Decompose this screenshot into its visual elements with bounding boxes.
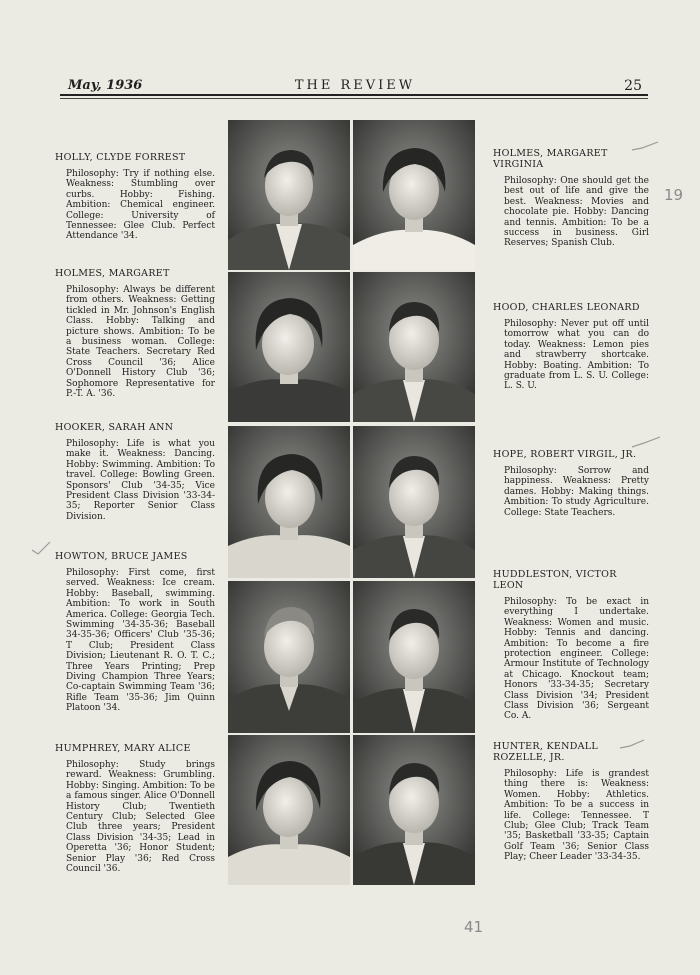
- pencil-check-icon: [30, 540, 52, 556]
- portrait-hooker: [228, 426, 350, 578]
- portrait-holly: [228, 120, 350, 270]
- student-entry-hunter: [493, 741, 649, 863]
- handwritten-margin-number: 19: [664, 186, 684, 204]
- student-name: HOLMES, MARGARET VIRGINIA: [493, 148, 608, 170]
- pencil-check-icon: [618, 738, 646, 752]
- student-bio: Philosophy: Life is grandest thing there is: Weakness: Women. Hobby: Athletics. Ambition: To be a success in life. College: Tennessee. T Club; Glee Club; Track Team '35; Basketball '33-35; Captain Golf Team '36; Senior Class Play; Cheer Leader '33-34-35.: [504, 769, 649, 863]
- student-entry-hope: [493, 449, 649, 518]
- student-entry-holmes-margaret: [55, 268, 215, 399]
- header-rule-thick: [60, 94, 648, 96]
- student-name: HUMPHREY, MARY ALICE: [55, 743, 191, 754]
- student-entry-hooker: [55, 422, 215, 522]
- student-bio: Philosophy: Life is what you make it. Weakness: Dancing. Hobby: Swimming. Ambition: To travel. College: Bowling Green. Sponsors' Club '34-35; Vice President Class Division '33-34-35; Reporter Senior Class Division.: [66, 439, 215, 522]
- student-bio: Philosophy: Try if nothing else. Weakness: Stumbling over curbs. Hobby: Fishing. Ambition: Chemical engineer. College: University of Tennessee: Glee Club. Perfect Attendance '34.: [66, 169, 215, 242]
- portrait-howton: [228, 581, 350, 733]
- portrait-huddleston: [353, 581, 475, 733]
- student-entry-holmes-margaret-virginia: [493, 148, 649, 249]
- issue-date: May, 1936: [68, 78, 143, 93]
- student-bio: Philosophy: Never put off until tomorrow what you can do today. Weakness: Lemon pies and strawberry shortcake. Hobby: Boating. Ambition: To graduate from L. S. U. College: L. S. U.: [504, 319, 649, 392]
- handwritten-bottom-number: 41: [464, 918, 484, 936]
- student-name: HOWTON, BRUCE JAMES: [55, 551, 188, 562]
- student-name: HOPE, ROBERT VIRGIL, JR.: [493, 449, 637, 460]
- portrait-humphrey: [228, 735, 350, 885]
- student-bio: Philosophy: To be exact in everything I undertake. Weakness: Women and music. Hobby: Tennis and dancing. Ambition: To become a fire protection engineer. College: Armour Institute of Technology at Chicago. Knockout team; Honors '33-34-35; Secretary Class Division '34; President Class Division '36; Sergeant Co. A.: [504, 597, 649, 722]
- portrait-holmes-margaret: [228, 272, 350, 422]
- student-bio: Philosophy: One should get the best out of life and give the best. Weakness: Movies and chocolate pie. Hobby: Dancing and tennis. Ambition: To be a success in business. Girl Reserves; Spanish Club.: [504, 176, 649, 249]
- student-name: HUDDLESTON, VICTOR LEON: [493, 569, 617, 591]
- pencil-check-icon: [630, 435, 662, 449]
- portrait-hope: [353, 426, 475, 578]
- pencil-check-icon: [630, 140, 660, 154]
- student-entry-huddleston: [493, 569, 649, 722]
- student-entry-hood: [493, 302, 649, 392]
- publication-title: THE REVIEW: [294, 78, 416, 93]
- student-bio: Philosophy: Sorrow and happiness. Weakness: Pretty dames. Hobby: Making things. Ambition: To study Agriculture. College: State Teachers.: [504, 466, 649, 518]
- header-rule-thin: [60, 98, 648, 99]
- student-name: HOOD, CHARLES LEONARD: [493, 302, 640, 313]
- student-bio: Philosophy: Always be different from others. Weakness: Getting tickled in Mr. Johnson's English Class. Hobby: Talking and picture shows. Ambition: To be a business woman. College: State Teachers. Secretary Red Cross Council '36; Alice O'Donnell History Club '36; Sophomore Representative for P.-T. A. '36.: [66, 285, 215, 400]
- page-number: 25: [624, 78, 642, 94]
- student-name: HOOKER, SARAH ANN: [55, 422, 174, 433]
- student-entry-holly: [55, 152, 215, 242]
- student-bio: Philosophy: First come, first served. Weakness: Ice cream. Hobby: Baseball, swimming. Ambition: To work in South America. College: Georgia Tech. Swimming '34-35-36; Baseball 34-35-36; Officers' Club '35-36; T Club; President Class Division; Lieutenant R. O. T. C.; Three Years Printing; Prep Diving Champion Three Years; Co-captain Swimming Team '36; Rifle Team '35-36; Jim Quinn Platoon '34.: [66, 568, 215, 714]
- student-name: HUNTER, KENDALL ROZELLE, JR.: [493, 741, 599, 763]
- student-entry-howton: [55, 551, 215, 714]
- student-bio: Philosophy: Study brings reward. Weakness: Grumbling. Hobby: Singing. Ambition: To be a famous singer. Alice O'Donnell History Club; Twentieth Century Club; Selected Glee Club three years; President Class Division '34-35; Lead in Operetta '36; Honor Student; Senior Play '36; Red Cross Council '36.: [66, 760, 215, 875]
- student-entry-humphrey: [55, 743, 215, 874]
- portrait-holmes-margaret-virginia: [353, 120, 475, 270]
- student-name: HOLLY, CLYDE FORREST: [55, 152, 186, 163]
- student-name: HOLMES, MARGARET: [55, 268, 170, 279]
- portrait-hunter: [353, 735, 475, 885]
- portrait-hood: [353, 272, 475, 422]
